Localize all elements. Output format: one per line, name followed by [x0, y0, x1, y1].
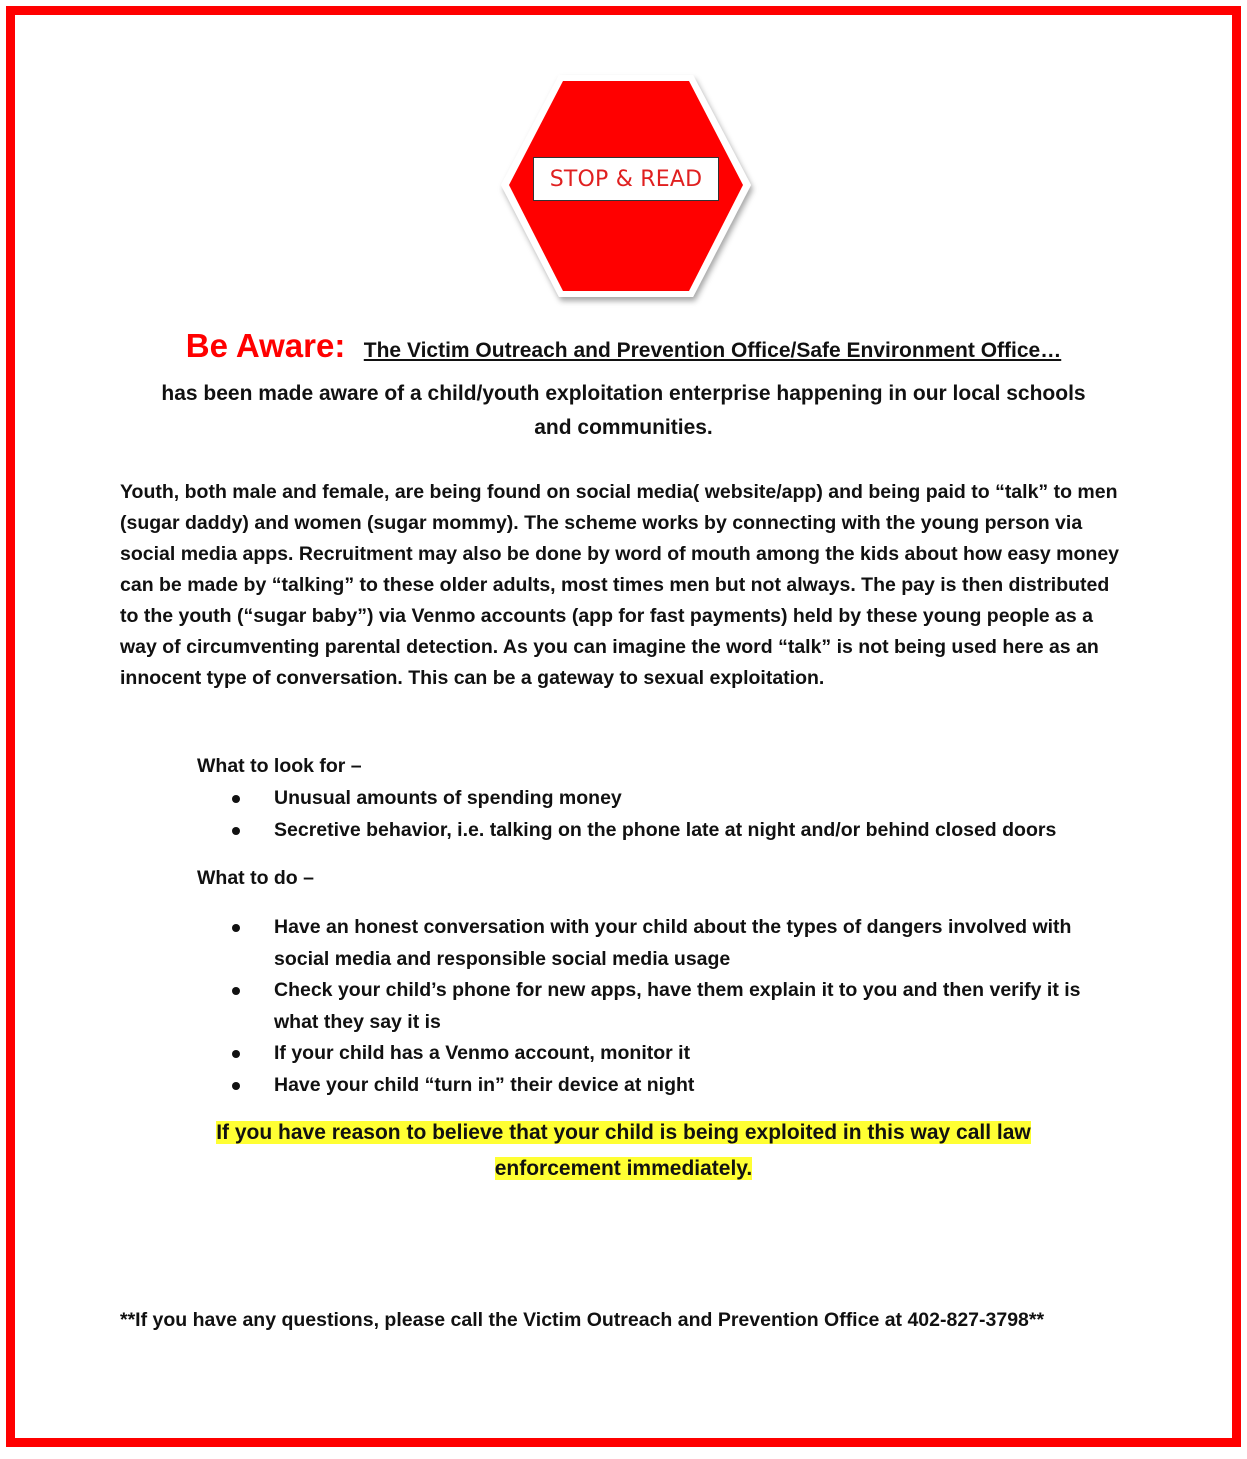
- callout-text: If you have reason to believe that your child is being exploited in this way call law enforcement immediately.: [216, 1121, 1031, 1180]
- contact-note: **If you have any questions, please call the Victim Outreach and Prevention Office at 402-827-3798**: [120, 1309, 1045, 1331]
- bullet-icon: [232, 1050, 240, 1058]
- list-item: [197, 815, 1127, 847]
- bullet-icon: [232, 1082, 240, 1090]
- bullet-icon: [232, 924, 240, 932]
- list-item: [197, 1070, 1127, 1102]
- to-do-label: What to do –: [197, 867, 314, 889]
- list-item-text: Secretive behavior, i.e. talking on the phone late at night and/or behind closed doors: [274, 818, 1057, 841]
- body-paragraph: Youth, both male and female, are being found on social media( website/app) and being paid to “talk” to men (sugar daddy) and women (sugar mommy). The scheme works by connecting with the young person via social media apps. Recruitment may also be done by word of mouth among the kids about how easy money can be made by “talking” to these older adults, most times men but not always. The pay is then distributed to the youth (“sugar baby”) via Venmo accounts (app for fast payments) held by these young people as a way of circumventing parental detection. As you can imagine the word “talk” is not being used here as an innocent type of conversation. This can be a gateway to sexual exploitation.: [120, 481, 1120, 689]
- office-title: The Victim Outreach and Prevention Office/Safe Environment Office…: [363, 339, 1062, 362]
- list-item: [197, 783, 1127, 815]
- look-for-label: What to look for –: [197, 755, 362, 777]
- look-for-list: [197, 783, 1127, 846]
- heading: [15, 327, 1232, 365]
- list-item: [197, 1038, 1127, 1070]
- list-item-text: Check your child’s phone for new apps, have them explain it to you and then verify it is what they say it is: [274, 979, 1081, 1033]
- list-item: [197, 975, 1127, 1038]
- page-border: [6, 6, 1241, 1447]
- list-item: [197, 912, 1127, 975]
- alert-label: Be Aware:: [185, 327, 346, 364]
- call-law-enforcement-callout: [175, 1115, 1072, 1187]
- flyer-content: [15, 15, 1232, 1438]
- bullet-icon: [232, 987, 240, 995]
- list-item-text: If your child has a Venmo account, monitor it: [274, 1042, 691, 1064]
- bullet-icon: [232, 795, 240, 803]
- to-do-list: [197, 912, 1127, 1101]
- list-item-text: Have your child “turn in” their device at night: [274, 1073, 695, 1096]
- bullet-icon: [232, 827, 240, 835]
- stop-sign-icon: [493, 67, 759, 311]
- subheading: has been made aware of a child/youth exploitation enterprise happening in our local schools and communities.: [161, 382, 1086, 439]
- list-item-text: Have an honest conversation with your child about the types of dangers involved with social media and responsible social media usage: [274, 916, 1072, 970]
- stop-label: STOP & READ: [549, 166, 703, 192]
- list-item-text: Unusual amounts of spending money: [274, 787, 622, 809]
- stop-label-box: [533, 157, 719, 201]
